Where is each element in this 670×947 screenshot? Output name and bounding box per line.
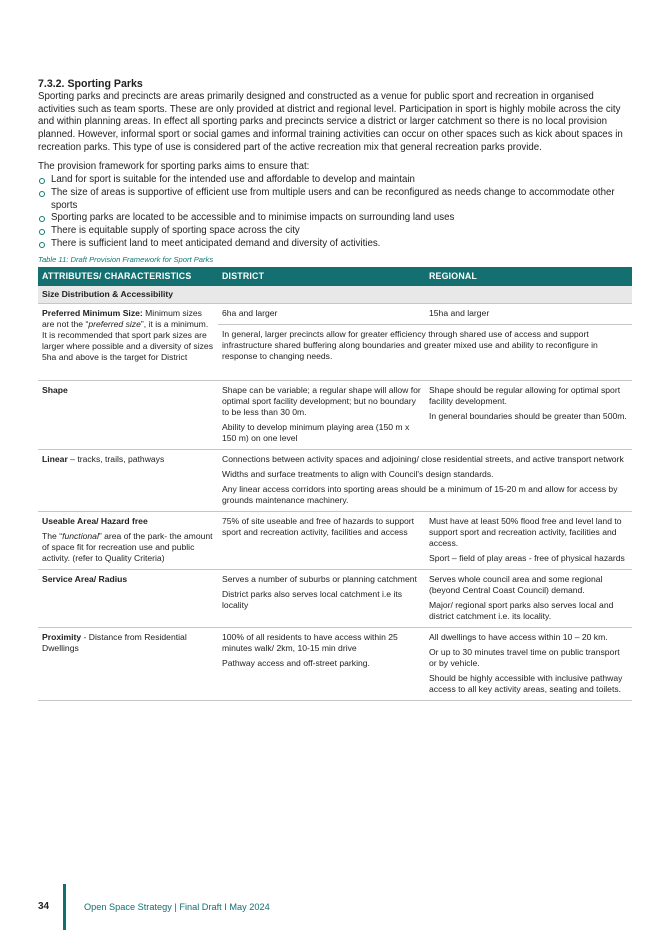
table-caption: Table 11: Draft Provision Framework for Sport Parks [38,255,214,265]
attribute-label: Linear [42,454,68,465]
table-row-linear [38,450,632,512]
header-attributes: ATTRIBUTES/ CHARACTERISTICS [38,267,218,286]
table-row-useable [38,512,632,570]
regional-cell: Shape should be regular allowing for optimal sport facility development. In general boundaries should be greater than 500m. [425,381,632,450]
attribute-label: Useable Area/ Hazard free [42,516,148,527]
table-row-size [38,304,632,325]
bullet-icon [39,242,45,248]
table-row-shape [38,381,632,450]
attribute-label: Preferred Minimum Size: [42,308,143,319]
bullet-icon [39,216,45,222]
header-regional: REGIONAL [425,267,632,286]
bullet-item: There is sufficient land to meet anticipated demand and diversity of activities. [38,238,632,251]
attribute-cell [38,570,218,628]
bullet-icon [39,178,45,184]
section-label: Size Distribution & Accessibility [38,286,632,304]
footer-divider [63,884,66,930]
district-cell: 75% of site useable and free of hazards to support sport and recreation activity, facilities and access [218,512,425,570]
regional-cell: Must have at least 50% flood free and level land to support sport and recreation activity, facilities and access. Sport – field of play areas - free of physical hazards [425,512,632,570]
attribute-cell: Proximity - Distance from Residential Dwellings [38,628,218,701]
bullet-item: The size of areas is supportive of efficient use from multiple users and can be reconfigured as needs change to accommodate other sports [38,187,632,212]
bullet-item: There is equitable supply of sporting space across the city [38,225,632,238]
table-row-proximity [38,628,632,701]
footer-document-title: Open Space Strategy | Final Draft I May 2024 [84,902,270,912]
framework-bullet-list [38,174,632,250]
attribute-cell [38,381,218,450]
table-section-row [38,286,632,304]
district-cell: 6ha and larger [218,304,425,325]
intro-paragraph: Sporting parks and precincts are areas primarily designed and constructed as a venue for public sport and recreation in organised activities such as team sports. These are only provided at district and regional level. Participation in sport is highly mobile across the city and within planning areas. In effect all sporting parks and precincts service a district or larger catchment so there is no local provision planned. However, informal sport or social games and informal training activities can occur on other spaces such as kick about spaces in recreation parks. This type of use is considered part of the active recreation mix that general recreation parks provide. [38,91,623,153]
district-cell: Serves a number of suburbs or planning catchment District parks also serves local catchment i.e its locality [218,570,425,628]
provision-framework-table [38,267,632,701]
attribute-label: Service Area/ Radius [42,574,128,585]
table-header-row [38,267,632,286]
section-heading: 7.3.2. Sporting Parks [38,78,143,90]
district-cell: Shape can be variable; a regular shape will allow for optimal sport facility development; but no boundary to be less than 30 0m. Ability to develop minimum playing area (150 m x 150 m) on one level [218,381,425,450]
regional-cell: All dwellings to have access within 10 – 20 km. Or up to 30 minutes travel time on public transport or by vehicle. Should be highly accessible with inclusive pathway access to all key activity areas, seating and toilets. [425,628,632,701]
shared-cell: In general, larger precincts allow for greater efficiency through shared use of access and support infrastructure shared buffering along boundaries and greater mixed use and ability to reconfigure in response to changing needs. [218,325,632,381]
attribute-label: Proximity [42,632,82,643]
document-page [38,78,632,701]
bullet-item: Land for sport is suitable for the intended use and affordable to develop and maintain [38,174,632,187]
regional-cell: 15ha and larger [425,304,632,325]
attribute-cell: Preferred Minimum Size: Minimum sizes are not the “preferred size”, it is a minimum. It is recommended that sport park sizes are larger where possible and a diversity of sizes 5ha and above is the target for District [38,304,218,381]
page-number: 34 [38,901,50,912]
attribute-label: Shape [42,385,68,396]
regional-cell: Serves whole council area and some regional (beyond Central Coast Council) demand. Major/ regional sport parks also serves local and district catchment i.e. its locality. [425,570,632,628]
framework-intro: The provision framework for sporting parks aims to ensure that: [38,160,310,172]
bullet-icon [39,229,45,235]
bullet-item: Sporting parks are located to be accessible and to minimise impacts on surrounding land uses [38,212,632,225]
table-row-service [38,570,632,628]
bullet-icon [39,191,45,197]
shared-cell: Connections between activity spaces and adjoining/ close residential streets, and active transport network Widths and surface treatments to align with Council's design standards. Any linear access corridors into sporting areas should be a minimum of 15-20 m and allow for access by grounds maintenance machinery. [218,450,632,512]
header-district: DISTRICT [218,267,425,286]
attribute-cell: Linear – tracks, trails, pathways [38,450,218,512]
attribute-cell: Useable Area/ Hazard free The “functional” area of the park- the amount of space fit for recreation use and public activity. (refer to Quality Criteria) [38,512,218,570]
district-cell: 100% of all residents to have access within 25 minutes walk/ 2km, 10-15 min drive Pathway access and off-street parking. [218,628,425,701]
